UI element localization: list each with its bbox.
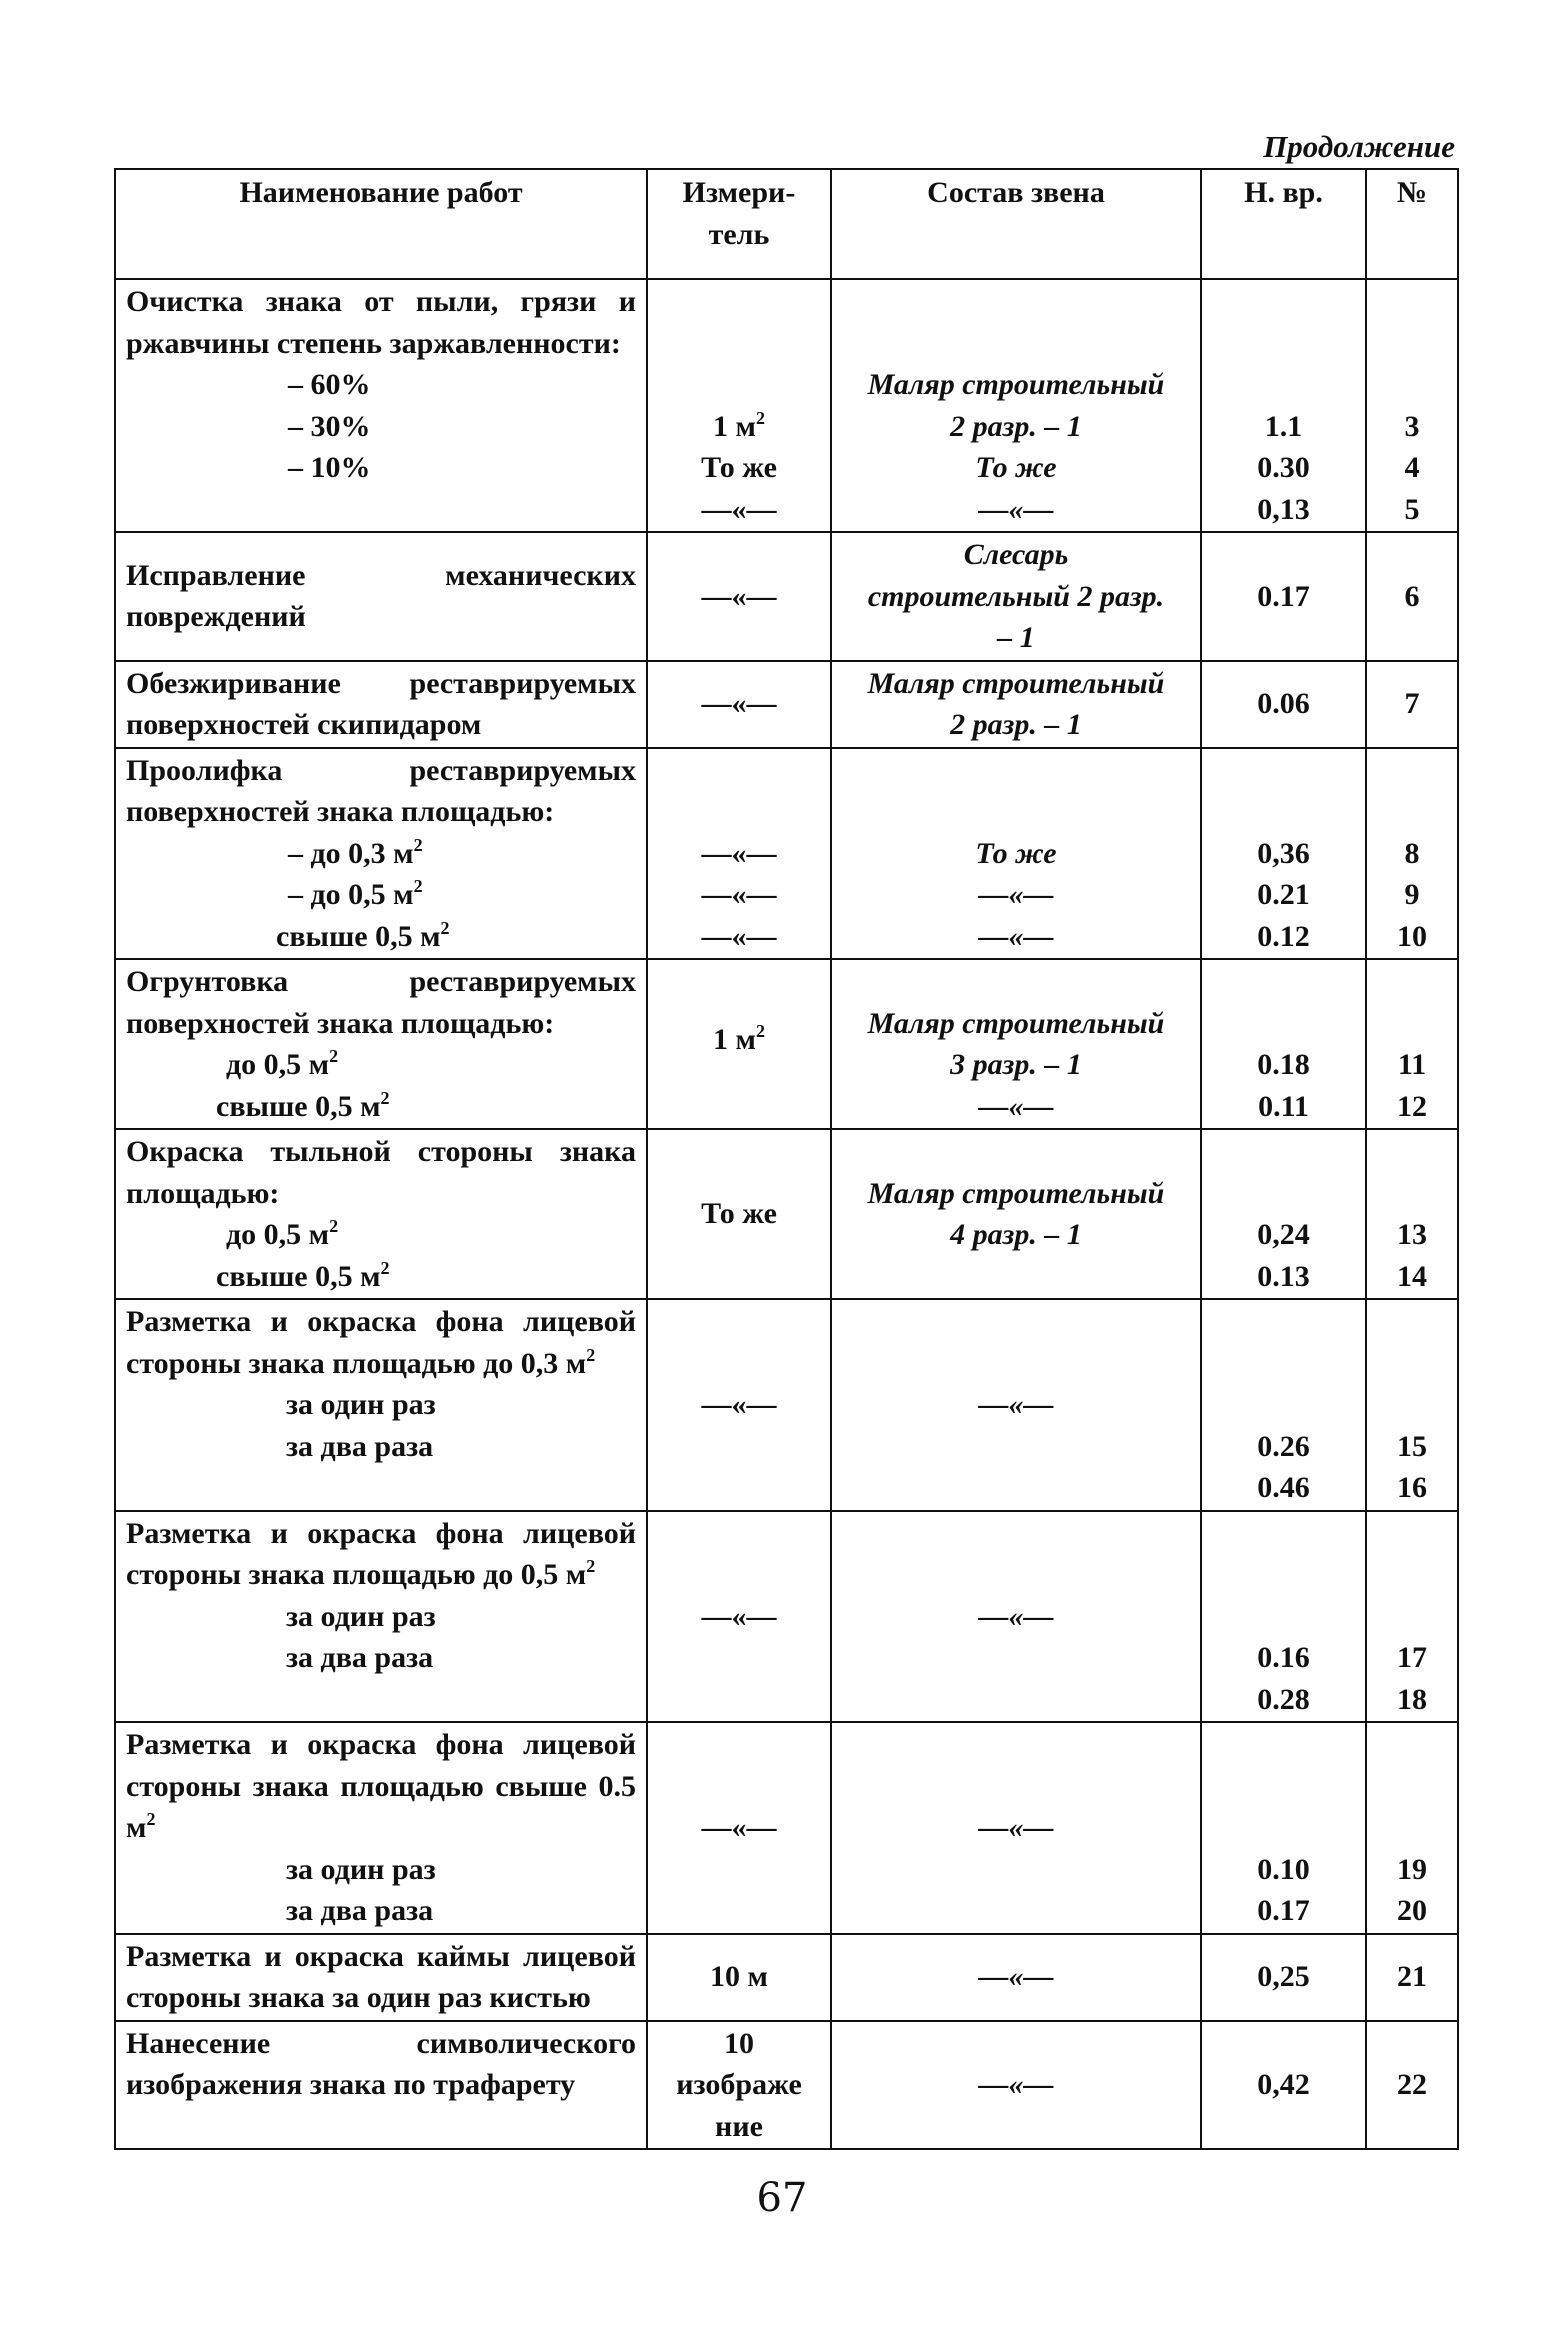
work-title: Разметка и окраска каймы лицевой стороны знака за один раз кистью xyxy=(126,1939,636,2014)
row-number: 7 xyxy=(1404,687,1420,721)
work-subitem: за два раза xyxy=(286,1641,434,1674)
unit-value: 10 м xyxy=(710,1960,768,1994)
work-name-cell xyxy=(115,2021,647,2150)
time-norm-cell xyxy=(1201,1934,1366,2021)
crew-value: —«— xyxy=(978,1388,1054,1421)
table-header-row xyxy=(115,169,1458,279)
row-number: 10 xyxy=(1397,919,1427,953)
crew-value: Маляр строительный xyxy=(867,1006,1165,1040)
row-number: 16 xyxy=(1397,1471,1427,1504)
row-number: 14 xyxy=(1397,1259,1427,1293)
superscript: 2 xyxy=(755,1021,765,1041)
crew-value: —«— xyxy=(978,492,1054,526)
header-unit-line2: тель xyxy=(708,217,770,251)
header-work-name: Наименование работ xyxy=(115,169,647,279)
time-norm-value: 0.30 xyxy=(1257,451,1310,484)
work-subitem: – до 0,5 $м^2$ xyxy=(288,876,423,911)
work-subitem: за один раз xyxy=(286,1599,436,1633)
unit-value: —«— xyxy=(701,919,777,953)
work-subitem: свыше 0,5 $м^2$ xyxy=(216,1087,390,1123)
time-norm-cell xyxy=(1201,532,1366,661)
number-cell xyxy=(1366,532,1458,661)
unit-value: —«— xyxy=(701,579,777,613)
crew-value: —«— xyxy=(978,1599,1054,1633)
crew-value: —«— xyxy=(978,1960,1054,1994)
row-number: 22 xyxy=(1397,2068,1427,2101)
number-cell xyxy=(1366,2021,1458,2150)
row-number: 6 xyxy=(1404,579,1420,613)
work-title: Обезжиривание реставрируемых поверхностей скипидаром xyxy=(126,666,636,741)
number-cell xyxy=(1366,279,1458,532)
row-number: 3 xyxy=(1404,409,1420,443)
unit-value: ние xyxy=(715,2109,763,2143)
time-norm-cell xyxy=(1201,1511,1366,1723)
crew-value: —«— xyxy=(978,2068,1054,2101)
row-number: 21 xyxy=(1397,1960,1427,1994)
work-subitem: за один раз xyxy=(286,1852,436,1886)
unit-value: —«— xyxy=(701,687,777,721)
unit-cell xyxy=(647,1934,831,2021)
time-norm-value: 0,42 xyxy=(1257,2068,1310,2101)
unit-cell xyxy=(647,748,831,960)
work-name-cell xyxy=(115,661,647,748)
work-title: Разметка и окраска фона лицевой стороны знака площадью до 0,3 $м^2$ xyxy=(126,1305,636,1380)
table-row xyxy=(115,2021,1458,2150)
row-number: 5 xyxy=(1404,492,1420,526)
time-norm-cell xyxy=(1201,748,1366,960)
unit-cell xyxy=(647,1722,831,1934)
unit-value: —«— xyxy=(701,1811,777,1844)
superscript: 2 xyxy=(146,1809,156,1829)
work-subitem: за два раза xyxy=(286,1894,434,1927)
crew-cell xyxy=(831,959,1201,1129)
work-subitem: – 30% xyxy=(288,409,371,443)
row-number: 12 xyxy=(1397,1089,1427,1123)
time-norm-value: 0.10 xyxy=(1257,1852,1310,1886)
unit-value: —«— xyxy=(701,1388,777,1421)
work-title: Очистка знака от пыли, грязи и ржавчины степень заржавленности: xyxy=(126,285,636,360)
crew-value: Слесарь xyxy=(963,538,1069,571)
work-subitem: до 0,5 $м^2$ xyxy=(226,1046,339,1081)
unit-cell xyxy=(647,1299,831,1511)
time-norm-cell xyxy=(1201,279,1366,532)
work-name-cell xyxy=(115,279,647,532)
superscript: 2 xyxy=(380,1087,390,1108)
unit-value: —«— xyxy=(701,836,777,870)
number-cell xyxy=(1366,748,1458,960)
work-title: Разметка и окраска фона лицевой стороны знака площадью до 0,5 $м^2$ xyxy=(126,1516,636,1591)
table-row xyxy=(115,1934,1458,2021)
crew-value: 3 разр. – 1 xyxy=(950,1048,1082,1081)
time-norm-value: 0.46 xyxy=(1257,1471,1310,1504)
table-row xyxy=(115,959,1458,1129)
row-number: 18 xyxy=(1397,1682,1427,1716)
time-norm-value: 0.28 xyxy=(1257,1682,1310,1716)
crew-cell xyxy=(831,748,1201,960)
work-name-cell xyxy=(115,1934,647,2021)
crew-value: —«— xyxy=(978,1089,1054,1123)
work-name-cell xyxy=(115,1299,647,1511)
crew-value: 2 разр. – 1 xyxy=(950,708,1082,741)
unit-cell xyxy=(647,2021,831,2150)
time-norm-cell xyxy=(1201,1299,1366,1511)
superscript: 2 xyxy=(440,917,450,938)
time-norm-cell xyxy=(1201,1722,1366,1934)
superscript: 2 xyxy=(755,407,765,428)
superscript: 2 xyxy=(586,1344,596,1365)
unit-value: 10 xyxy=(724,2026,754,2060)
crew-cell xyxy=(831,1129,1201,1299)
work-name-cell xyxy=(115,1511,647,1723)
superscript: 2 xyxy=(586,1556,596,1576)
time-norm-value: 0,13 xyxy=(1257,492,1310,526)
work-title: Исправление механических повреждений xyxy=(126,558,636,634)
unit-value: изображе xyxy=(676,2068,802,2101)
row-number: 20 xyxy=(1397,1894,1427,1927)
superscript: 2 xyxy=(329,1216,339,1236)
labor-norms-table xyxy=(114,168,1459,2150)
row-number: 17 xyxy=(1397,1641,1427,1674)
time-norm-value: 0.21 xyxy=(1257,878,1310,911)
superscript: 2 xyxy=(413,834,423,855)
crew-cell xyxy=(831,1722,1201,1934)
crew-cell xyxy=(831,532,1201,661)
row-number: 13 xyxy=(1397,1218,1427,1251)
page-number: 67 xyxy=(756,2175,808,2221)
crew-cell xyxy=(831,1934,1201,2021)
number-cell xyxy=(1366,1934,1458,2021)
table-row xyxy=(115,661,1458,748)
crew-cell xyxy=(831,1511,1201,1723)
work-title: Проолифка реставрируемых поверхностей знака площадью: xyxy=(126,753,636,828)
time-norm-value: 0.13 xyxy=(1257,1259,1310,1293)
work-title: Разметка и окраска фона лицевой стороны знака площадью свыше 0.5 $м^2$ xyxy=(126,1728,636,1844)
header-time-norm: Н. вр. xyxy=(1201,169,1366,279)
unit-cell xyxy=(647,959,831,1129)
number-cell xyxy=(1366,1129,1458,1299)
row-number: 19 xyxy=(1397,1852,1427,1886)
work-title: Окраска тыльной стороны знака площадью: xyxy=(126,1135,636,1210)
time-norm-value: 0.12 xyxy=(1257,919,1310,953)
work-name-cell xyxy=(115,532,647,661)
work-name-cell xyxy=(115,1129,647,1299)
work-subitem: свыше 0,5 $м^2$ xyxy=(276,917,450,953)
time-norm-value: 0,24 xyxy=(1257,1218,1310,1251)
time-norm-cell xyxy=(1201,1129,1366,1299)
crew-value: —«— xyxy=(978,919,1054,953)
time-norm-value: 0,25 xyxy=(1257,1960,1310,1994)
unit-cell xyxy=(647,532,831,661)
table-row xyxy=(115,748,1458,960)
crew-value: То же xyxy=(975,451,1057,484)
crew-value: Маляр строительный xyxy=(867,1176,1165,1210)
superscript: 2 xyxy=(380,1257,390,1278)
time-norm-value: 0.11 xyxy=(1258,1089,1309,1123)
crew-value: То же xyxy=(975,836,1057,870)
row-number: 15 xyxy=(1397,1429,1427,1463)
header-number: № xyxy=(1366,169,1458,279)
row-number: 4 xyxy=(1404,451,1420,484)
continuation-label: Продолжение xyxy=(1263,129,1455,164)
work-name-cell xyxy=(115,748,647,960)
crew-value: —«— xyxy=(978,1811,1054,1844)
table-row xyxy=(115,1722,1458,1934)
header-unit xyxy=(647,169,831,279)
unit-value: —«— xyxy=(701,1599,777,1633)
unit-value: 1 $м^2$ xyxy=(713,407,765,443)
crew-value: 2 разр. – 1 xyxy=(950,409,1082,443)
unit-value: —«— xyxy=(701,878,777,911)
work-subitem: до 0,5 $м^2$ xyxy=(226,1216,339,1251)
time-norm-cell xyxy=(1201,661,1366,748)
number-cell xyxy=(1366,959,1458,1129)
work-subitem: – 60% xyxy=(288,368,371,401)
superscript: 2 xyxy=(329,1046,339,1066)
crew-cell xyxy=(831,2021,1201,2150)
work-subitem: за два раза xyxy=(286,1429,434,1463)
crew-value: —«— xyxy=(978,878,1054,911)
crew-value: – 1 xyxy=(997,621,1035,654)
time-norm-value: 0.06 xyxy=(1257,687,1310,721)
work-subitem: за один раз xyxy=(286,1388,436,1421)
number-cell xyxy=(1366,1722,1458,1934)
time-norm-value: 0.17 xyxy=(1257,1894,1310,1927)
unit-cell xyxy=(647,1511,831,1723)
unit-value: 1 $м^2$ xyxy=(713,1021,765,1056)
work-title: Огрунтовка реставрируемых поверхностей знака площадью: xyxy=(126,965,636,1040)
time-norm-cell xyxy=(1201,959,1366,1129)
unit-cell xyxy=(647,1129,831,1299)
time-norm-value: 1.1 xyxy=(1264,409,1303,443)
table-row xyxy=(115,279,1458,532)
crew-cell xyxy=(831,279,1201,532)
work-title: Нанесение символического изображения знака по трафарету xyxy=(126,2026,636,2101)
row-number: 8 xyxy=(1404,836,1420,870)
table-row xyxy=(115,1299,1458,1511)
crew-value: Маляр строительный xyxy=(867,368,1165,401)
number-cell xyxy=(1366,661,1458,748)
crew-cell xyxy=(831,1299,1201,1511)
row-number: 9 xyxy=(1404,878,1420,911)
table-row xyxy=(115,1129,1458,1299)
work-subitem: – 10% xyxy=(288,451,371,484)
time-norm-cell xyxy=(1201,2021,1366,2150)
time-norm-value: 0.16 xyxy=(1257,1641,1310,1674)
unit-value: То же xyxy=(701,451,777,484)
number-cell xyxy=(1366,1299,1458,1511)
number-cell xyxy=(1366,1511,1458,1723)
work-subitem: свыше 0,5 $м^2$ xyxy=(216,1257,390,1293)
table-row xyxy=(115,1511,1458,1723)
time-norm-value: 0.17 xyxy=(1257,579,1310,613)
time-norm-value: 0,36 xyxy=(1257,836,1310,870)
work-subitem: – до 0,3 $м^2$ xyxy=(288,834,423,870)
crew-value: 4 разр. – 1 xyxy=(950,1218,1082,1251)
time-norm-value: 0.18 xyxy=(1257,1048,1310,1081)
header-unit-line1: Измери- xyxy=(682,176,796,209)
crew-value: строительный 2 разр. xyxy=(867,579,1165,613)
unit-value: —«— xyxy=(701,492,777,526)
unit-cell xyxy=(647,279,831,532)
row-number: 11 xyxy=(1397,1048,1427,1081)
table-row xyxy=(115,532,1458,661)
crew-cell xyxy=(831,661,1201,748)
work-name-cell xyxy=(115,1722,647,1934)
superscript: 2 xyxy=(413,876,423,896)
header-crew: Состав звена xyxy=(831,169,1201,279)
unit-cell xyxy=(647,661,831,748)
time-norm-value: 0.26 xyxy=(1257,1429,1310,1463)
work-name-cell xyxy=(115,959,647,1129)
crew-value: Маляр строительный xyxy=(867,666,1165,700)
unit-value: То же xyxy=(701,1197,777,1231)
